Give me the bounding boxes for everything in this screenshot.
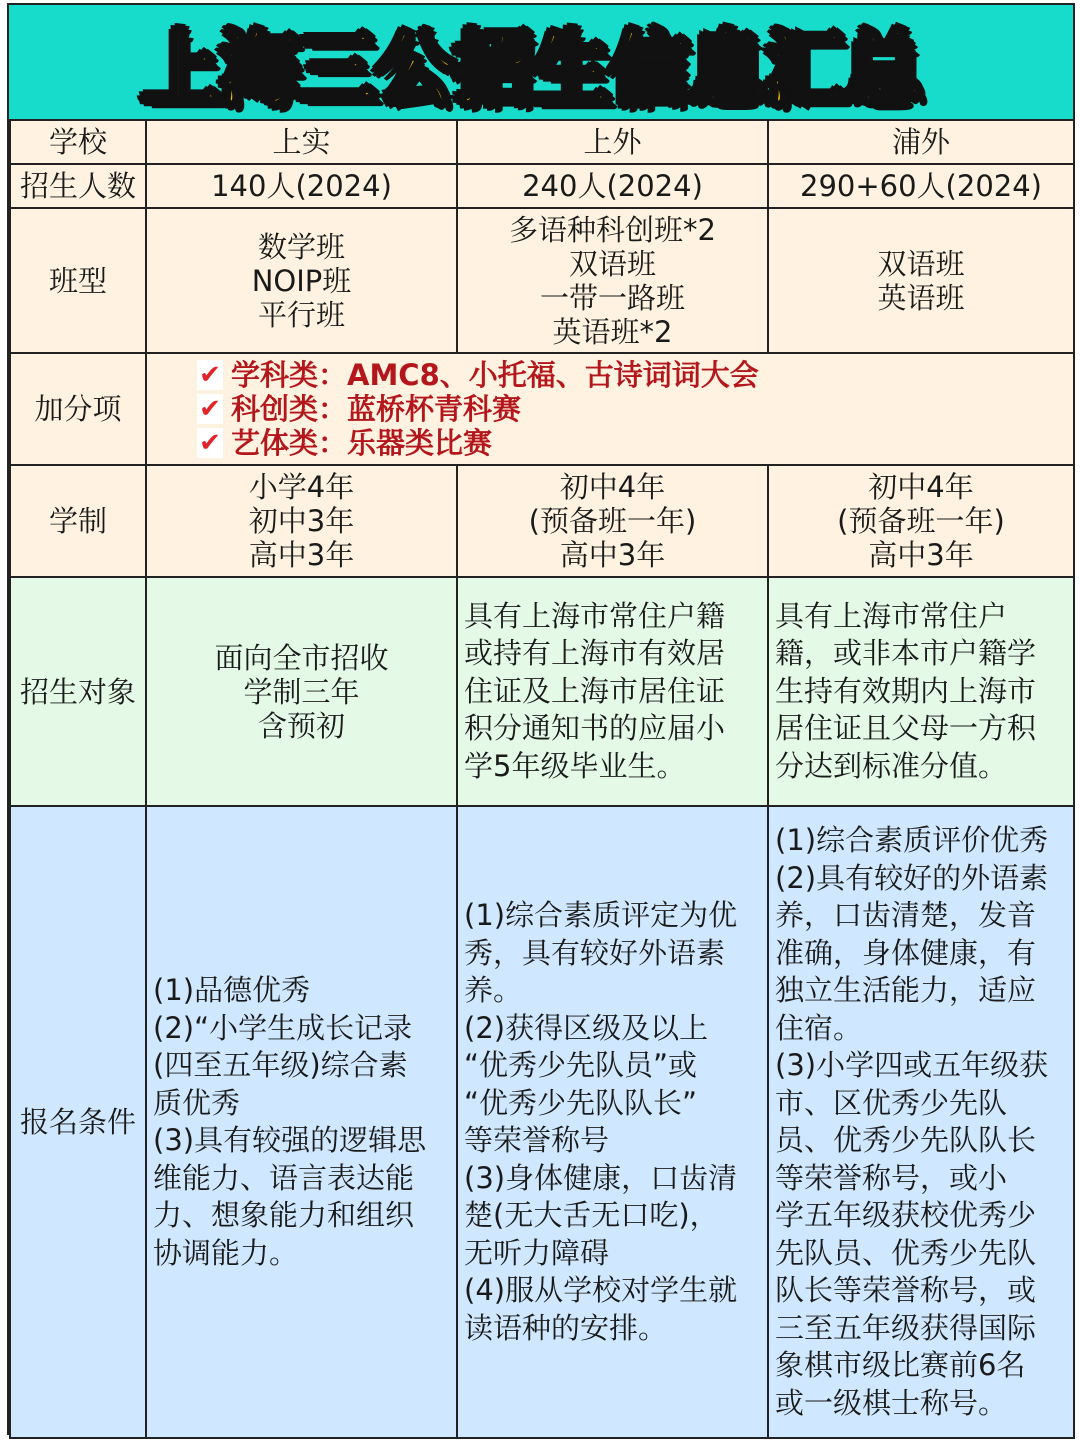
requirement-line: (四至五年级)综合素	[153, 1048, 408, 1082]
row-class-types	[10, 208, 1074, 353]
bonus-item	[197, 426, 1073, 460]
class-type: NOIP班	[251, 263, 352, 298]
row-schooling	[10, 465, 1074, 577]
bonus-text: 科创类：蓝桥杯青科赛	[231, 392, 522, 426]
target-line: 含预初	[257, 708, 345, 743]
schooling-line: 初中4年	[868, 470, 974, 504]
requirement-line: 等荣誉称号，或小	[775, 1160, 1008, 1195]
schooling-line: 初中4年	[559, 470, 666, 504]
check-mark-icon: ✔	[197, 394, 223, 424]
title-banner	[9, 5, 1073, 121]
target-line: 具有上海市常住户	[775, 598, 1008, 633]
bonus-cell	[146, 353, 1074, 465]
class-type: 双语班	[568, 246, 656, 281]
class-type: 多语种科创班*2	[509, 212, 716, 247]
row-target	[10, 577, 1074, 806]
row-label: 招生人数	[10, 164, 146, 208]
requirement-line: (1)品德优秀	[153, 973, 311, 1007]
requirement-line: 楚(无大舌无口吃)，	[464, 1198, 719, 1232]
schooling-line: 高中3年	[868, 538, 974, 572]
schooling-cell	[146, 465, 457, 577]
class-type: 数学班	[257, 229, 345, 264]
class-types-cell	[457, 208, 768, 353]
requirement-line: (1)综合素质评价优秀	[775, 823, 1049, 857]
class-type: 英语班	[877, 280, 965, 315]
schooling-line: 小学4年	[248, 470, 355, 504]
row-label: 学校	[10, 120, 146, 164]
requirement-line: 市、区优秀少先队	[775, 1085, 1008, 1120]
class-type: 双语班	[877, 246, 965, 281]
requirement-line: 无听力障碍	[464, 1235, 610, 1270]
schooling-cell	[457, 465, 768, 577]
requirement-line: “优秀少先队员”或	[464, 1048, 698, 1082]
target-line: 或持有上海市有效居	[464, 636, 726, 671]
requirement-line: 质优秀	[153, 1085, 241, 1120]
target-line: 学5年级毕业生。	[464, 748, 686, 783]
requirement-line: (1)综合素质评定为优	[464, 898, 738, 932]
school-name: 浦外	[768, 120, 1074, 164]
requirement-line: 员、优秀少先队队长	[775, 1123, 1037, 1157]
target-line: 面向全市招收	[214, 640, 389, 675]
schooling-line: (预备班一年)	[837, 504, 1005, 538]
class-type: 一带一路班	[539, 280, 685, 315]
requirement-line: 队长等荣誉称号，或	[775, 1273, 1037, 1307]
requirement-line: “优秀少先队队长”	[464, 1085, 698, 1120]
requirement-line: (2)具有较好的外语素	[775, 860, 1049, 895]
requirements-cell	[768, 806, 1074, 1438]
requirement-line: 等荣誉称号	[464, 1123, 610, 1157]
requirement-line: (3)身体健康，口齿清	[464, 1160, 738, 1195]
enrollment-count: 140人(2024)	[146, 164, 457, 208]
target-line: 学制三年	[243, 674, 360, 709]
check-mark-icon: ✔	[197, 428, 223, 458]
requirement-line: 独立生活能力，适应	[775, 973, 1037, 1007]
schooling-line: 高中3年	[559, 538, 666, 572]
class-types-cell	[768, 208, 1074, 353]
requirement-line: 象棋市级比赛前6名	[775, 1348, 1026, 1382]
target-cell	[768, 577, 1074, 806]
target-cell	[146, 577, 457, 806]
requirement-line: (3)具有较强的逻辑思	[153, 1123, 427, 1157]
class-type: 英语班*2	[552, 314, 673, 349]
target-line: 分达到标准分值。	[775, 748, 1008, 783]
row-label: 班型	[10, 208, 146, 353]
target-line: 具有上海市常住户籍	[464, 598, 726, 633]
target-line: 居住证且父母一方积	[775, 711, 1037, 746]
page-title: 上海三公招生信息汇总	[141, 22, 921, 116]
row-label: 招生对象	[10, 577, 146, 806]
school-name: 上实	[146, 120, 457, 164]
class-types-cell	[146, 208, 457, 353]
target-line: 生持有效期内上海市	[775, 673, 1037, 708]
requirements-cell	[146, 806, 457, 1438]
bonus-text: 艺体类：乐器类比赛	[231, 426, 493, 460]
bonus-item	[197, 392, 1073, 426]
requirement-line: 维能力、语言表达能	[153, 1160, 415, 1195]
requirement-line: 养。	[464, 973, 523, 1007]
target-line: 籍，或非本市户籍学	[775, 636, 1037, 671]
bonus-text: 学科类：AMC8、小托福、古诗词词大会	[231, 358, 759, 392]
requirement-line: 力、想象能力和组织	[153, 1198, 415, 1232]
requirement-line: (3)小学四或五年级获	[775, 1048, 1049, 1082]
school-name: 上外	[457, 120, 768, 164]
target-cell	[457, 577, 768, 806]
bonus-item	[197, 358, 1073, 392]
requirement-line: 协调能力。	[153, 1235, 299, 1270]
schooling-line: (预备班一年)	[528, 504, 697, 538]
schooling-line: 初中3年	[248, 504, 355, 538]
schooling-line: 高中3年	[248, 538, 355, 572]
requirement-line: (4)服从学校对学生就	[464, 1273, 738, 1307]
requirement-line: 学五年级获校优秀少	[775, 1198, 1037, 1232]
row-label: 报名条件	[10, 806, 146, 1438]
row-bonus	[10, 353, 1074, 465]
target-line: 积分通知书的应届小	[464, 711, 726, 746]
requirements-cell	[457, 806, 768, 1438]
row-school	[10, 120, 1074, 164]
requirement-line: 读语种的安排。	[464, 1310, 668, 1345]
enrollment-count: 240人(2024)	[457, 164, 768, 208]
row-enrollment	[10, 164, 1074, 208]
requirement-line: 三至五年级获得国际	[775, 1310, 1037, 1345]
requirement-line: 养，口齿清楚，发音	[775, 898, 1037, 932]
row-label: 加分项	[10, 353, 146, 465]
requirement-line: (2)“小学生成长记录	[153, 1010, 413, 1045]
requirement-line: (2)获得区级及以上	[464, 1010, 709, 1045]
requirement-line: 或一级棋士称号。	[775, 1385, 1008, 1420]
enrollment-count: 290+60人(2024)	[768, 164, 1074, 208]
row-label: 学制	[10, 465, 146, 577]
info-sheet	[7, 3, 1075, 1435]
requirement-line: 秀，具有较好外语素	[464, 935, 726, 970]
target-line: 住证及上海市居住证	[464, 673, 726, 708]
admission-table	[9, 119, 1075, 1439]
check-mark-icon: ✔	[197, 360, 223, 390]
requirement-line: 住宿。	[775, 1010, 863, 1045]
schooling-cell	[768, 465, 1074, 577]
requirement-line: 先队员、优秀少先队	[775, 1235, 1037, 1270]
row-requirements	[10, 806, 1074, 1438]
requirement-line: 准确，身体健康，有	[775, 935, 1037, 970]
class-type: 平行班	[257, 297, 345, 332]
